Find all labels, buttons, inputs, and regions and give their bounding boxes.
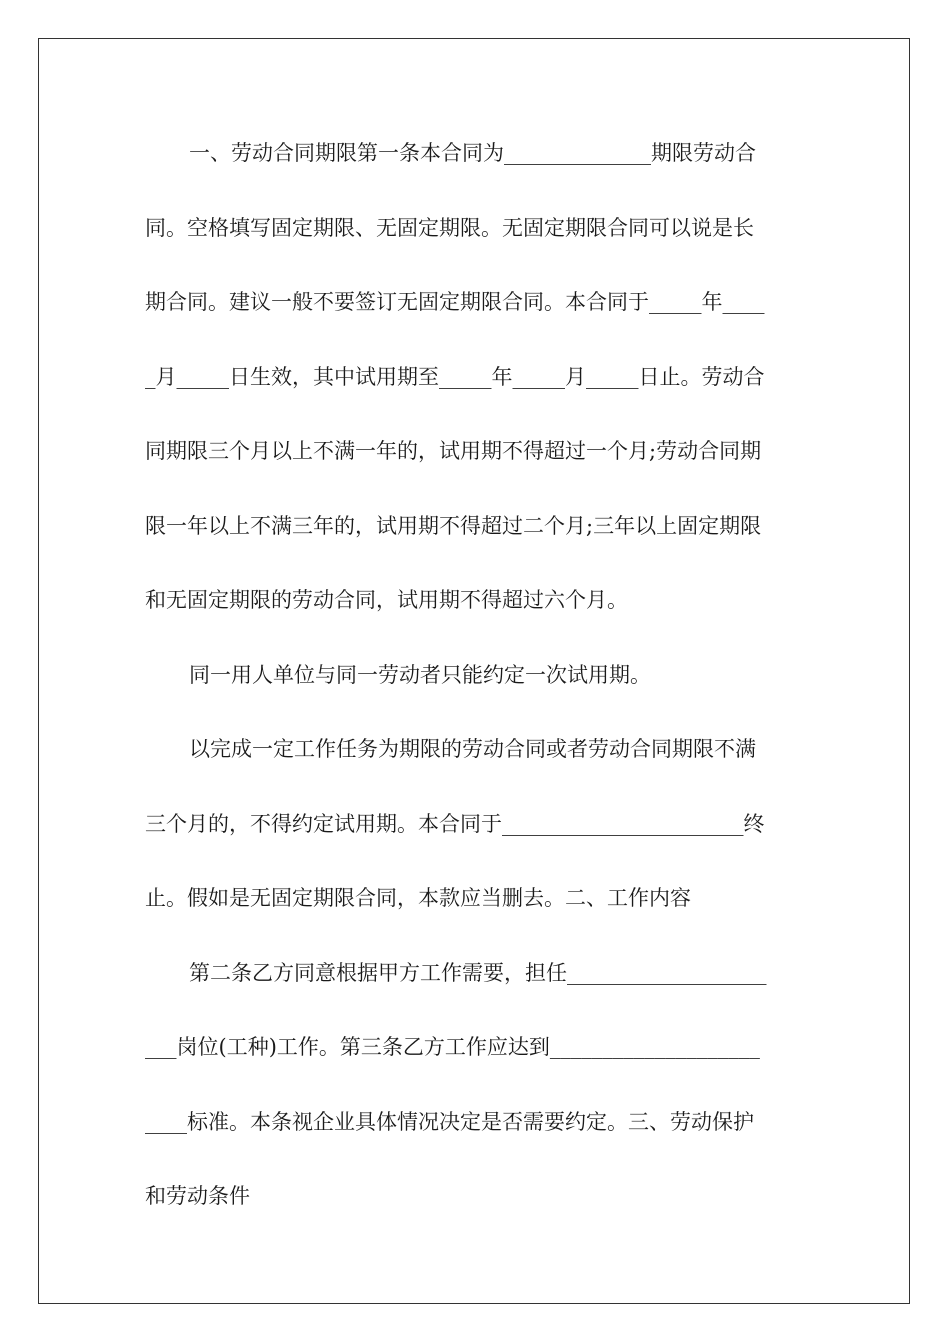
paragraph-line: 第二条乙方同意根据甲方工作需要，担任___________________	[189, 960, 767, 985]
paragraph-line: 三个月的，不得约定试用期。本合同于_______________________终	[145, 811, 765, 836]
paragraph-line: 和劳动条件	[145, 1184, 250, 1208]
paragraph-line: 同期限三个月以上不满一年的，试用期不得超过一个月;劳动合同期	[145, 439, 762, 463]
paragraph-line: 限一年以上不满三年的，试用期不得超过二个月;三年以上固定期限	[145, 513, 762, 538]
paragraph-line: 期合同。建议一般不要签订无固定期限合同。本合同于_____年____	[145, 290, 765, 314]
paragraph-line: ___岗位(工种)工作。第三条乙方工作应达到____________________	[145, 1035, 760, 1059]
paragraph-line: 和无固定期限的劳动合同，试用期不得超过六个月。	[145, 588, 628, 612]
paragraph-line: ____标准。本条视企业具体情况决定是否需要约定。三、劳动保护	[145, 1109, 754, 1134]
paragraph-line: 同一用人单位与同一劳动者只能约定一次试用期。	[189, 662, 651, 687]
paragraph-line: 一、劳动合同期限第一条本合同为______________期限劳动合	[189, 141, 756, 165]
document-body	[145, 128, 805, 1246]
paragraph-line: 止。假如是无固定期限合同，本款应当删去。二、工作内容	[145, 886, 691, 910]
paragraph-line: 同。空格填写固定期限、无固定期限。无固定期限合同可以说是长	[145, 215, 754, 240]
paragraph-line: 以完成一定工作任务为期限的劳动合同或者劳动合同期限不满	[189, 737, 756, 761]
paragraph-line: _月_____日生效，其中试用期至_____年_____月_____日止。劳动合	[145, 364, 765, 389]
